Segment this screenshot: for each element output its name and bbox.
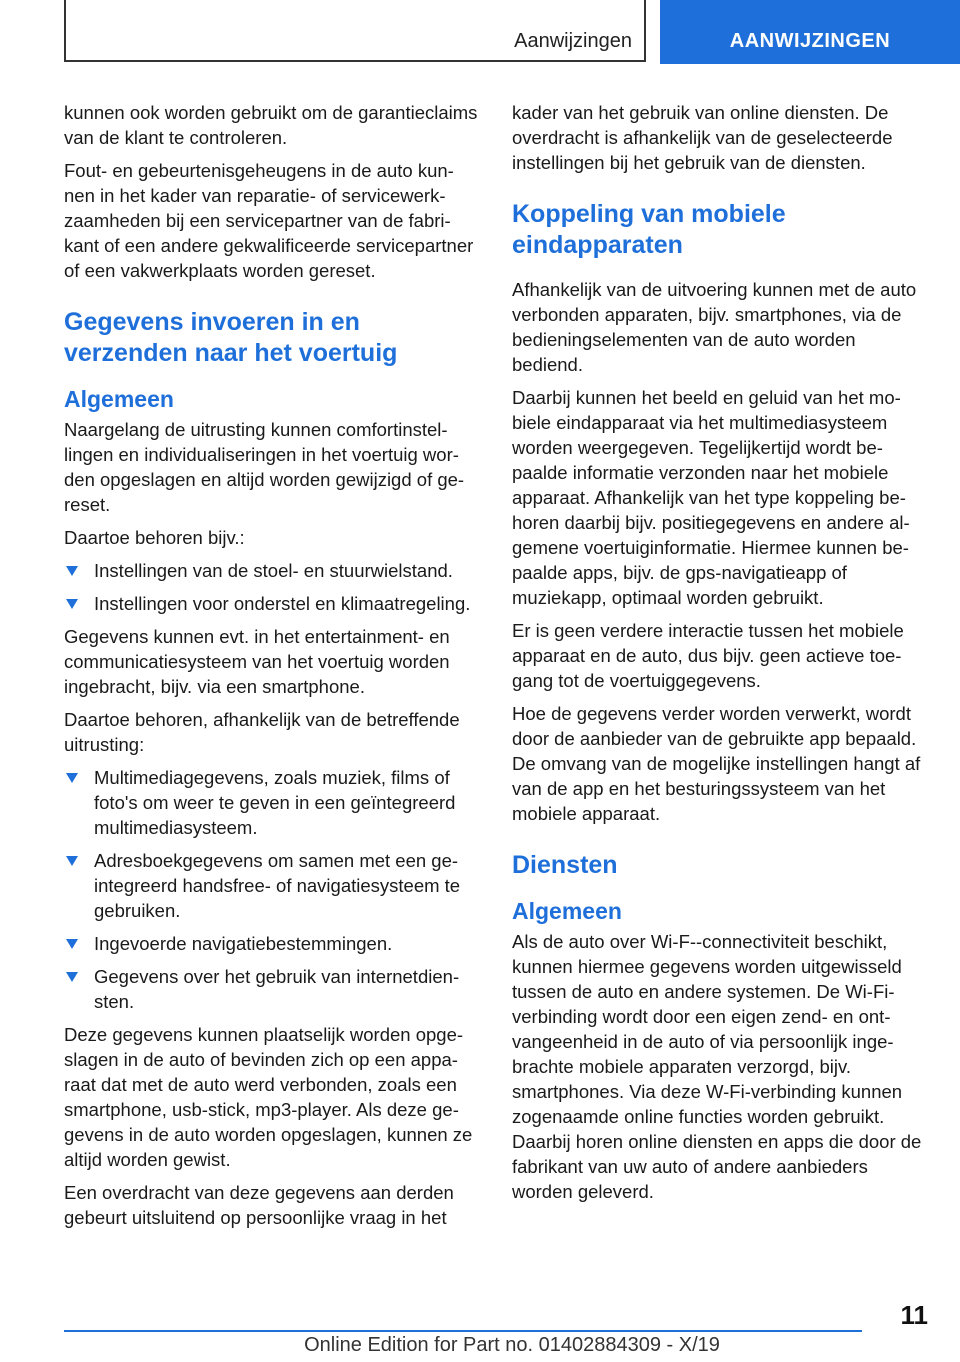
triangle-bullet-icon — [66, 773, 78, 783]
list-item-text: Multimediagegevens, zoals muziek, films of foto's om weer te geven in een geïntegreerd multimediasysteem. — [94, 767, 456, 838]
header-section-box — [64, 0, 646, 62]
sub-heading: Algemeen — [64, 386, 174, 412]
triangle-bullet-icon — [66, 566, 78, 576]
paragraph: kader van het gebruik van online diensten. De overdracht is afhankelijk van de geselecteerde instellingen bij het gebruik van de diensten. — [512, 102, 893, 173]
section-heading: Diensten — [512, 851, 618, 879]
list-item — [64, 558, 478, 583]
paragraph: Hoe de gegevens verder worden verwerkt, wordt door de aanbieder van de gebruikte app bepaald. De omvang van de mogelijke instellingen hangt af van de app en het besturingssysteem van het mobiele apparaat. — [512, 703, 921, 824]
footer-edition-text: Online Edition for Part no. 01402884309 - X/19 — [304, 1334, 720, 1356]
paragraph: Daartoe behoren bijv.: — [64, 527, 245, 548]
header-section-label: Aanwijzingen — [514, 30, 632, 52]
bullet-list — [64, 558, 478, 616]
list-item — [64, 848, 478, 923]
footer-divider — [64, 1330, 862, 1332]
paragraph: Gegevens kunnen evt. in het entertainment- en communicatiesysteem van het voertuig worden ingebracht, bijv. via een smartphone. — [64, 626, 450, 697]
paragraph: Afhankelijk van de uitvoering kunnen met de auto verbonden apparaten, bijv. smartphones, via de bedieningselementen van de auto worden bediend. — [512, 279, 917, 375]
list-item — [64, 931, 478, 956]
bullet-list — [64, 765, 478, 1014]
paragraph: Deze gegevens kunnen plaatselijk worden opgeslagen in de auto of bevinden zich op een apparaat dat met de auto werd verbonden, zoals een smartphone, usb-stick, mp3-player. Als deze gegevens in de auto worden opgeslagen, kunnen ze altijd worden gewist. — [64, 1024, 473, 1170]
header-tab-label: AANWIJZINGEN — [729, 30, 891, 52]
paragraph: Daarbij kunnen het beeld en geluid van het mobiele eindapparaat via het multimediasysteem worden weergegeven. Tegelijkertijd wordt bepaalde informatie verzonden naar het mobiele apparaat. Afhankelijk van het type koppeling behoren daarbij bijv. positiegegevens en andere algemene voertuiginformatie. Hiermee kunnen bepaalde apps, bijv. de gps-navigatieapp of muziekapp, optimaal worden gebruikt. — [512, 387, 910, 608]
list-item-text: Adresboekgegevens om samen met een geintegreerd handsfree- of navigatiesysteem te gebruiken. — [94, 850, 461, 921]
paragraph: Als de auto over Wi-F--connectiviteit beschikt, kunnen hiermee gegevens worden uitgewisseld tussen de auto en andere systemen. De Wi-Fi-verbinding wordt door een eigen zend- en ontvangeenheid in de auto of via persoonlijk ingebrachte mobiele apparaten verzorgd, bijv. smartphones. Via deze W-Fi-verbinding kunnen zogenaamde online functies worden gebruikt. Daarbij horen online diensten en apps die door de fabrikant van uw auto of andere aanbieders worden geleverd. — [512, 931, 922, 1202]
page-number: 11 — [900, 1300, 928, 1330]
paragraph: Er is geen verdere interactie tussen het mobiele apparaat en de auto, dus bijv. geen actieve toegang tot de voertuiggegevens. — [512, 620, 904, 691]
list-item-text: Instellingen voor onderstel en klimaatregeling. — [94, 593, 471, 614]
list-item-text: Instellingen van de stoel- en stuurwielstand. — [94, 560, 453, 581]
list-item-text: Ingevoerde navigatiebestemmingen. — [94, 933, 393, 954]
list-item — [64, 765, 478, 840]
paragraph: Een overdracht van deze gegevens aan derden gebeurt uitsluitend op persoonlijke vraag in het — [64, 1182, 454, 1228]
triangle-bullet-icon — [66, 972, 78, 982]
triangle-bullet-icon — [66, 599, 78, 609]
list-item — [64, 964, 478, 1014]
list-item — [64, 591, 478, 616]
paragraph: Naargelang de uitrusting kunnen comfortinstellingen en individualiseringen in het voertuig worden opgeslagen en altijd worden gewijzigd of gereset. — [64, 419, 465, 515]
section-heading: Koppeling van mobiele eindapparaten — [512, 200, 786, 259]
list-item-text: Gegevens over het gebruik van internetdiensten. — [94, 966, 460, 1012]
header-tab — [660, 0, 960, 64]
section-heading: Gegevens invoeren in en verzenden naar het voertuig — [64, 308, 398, 367]
paragraph: Fout- en gebeurtenisgeheugens in de auto kunnen in het kader van reparatie- of servicewerkzaamheden bij een servicepartner van de fabrikant of een andere gekwalificeerde servicepartner of een vakwerkplaats worden gereset. — [64, 160, 474, 281]
triangle-bullet-icon — [66, 856, 78, 866]
sub-heading: Algemeen — [512, 898, 622, 924]
paragraph: kunnen ook worden gebruikt om de garantieclaims van de klant te controleren. — [64, 102, 478, 148]
paragraph: Daartoe behoren, afhankelijk van de betreffende uitrusting: — [64, 709, 460, 755]
left-column — [64, 100, 478, 1238]
right-column — [512, 100, 930, 1212]
triangle-bullet-icon — [66, 939, 78, 949]
